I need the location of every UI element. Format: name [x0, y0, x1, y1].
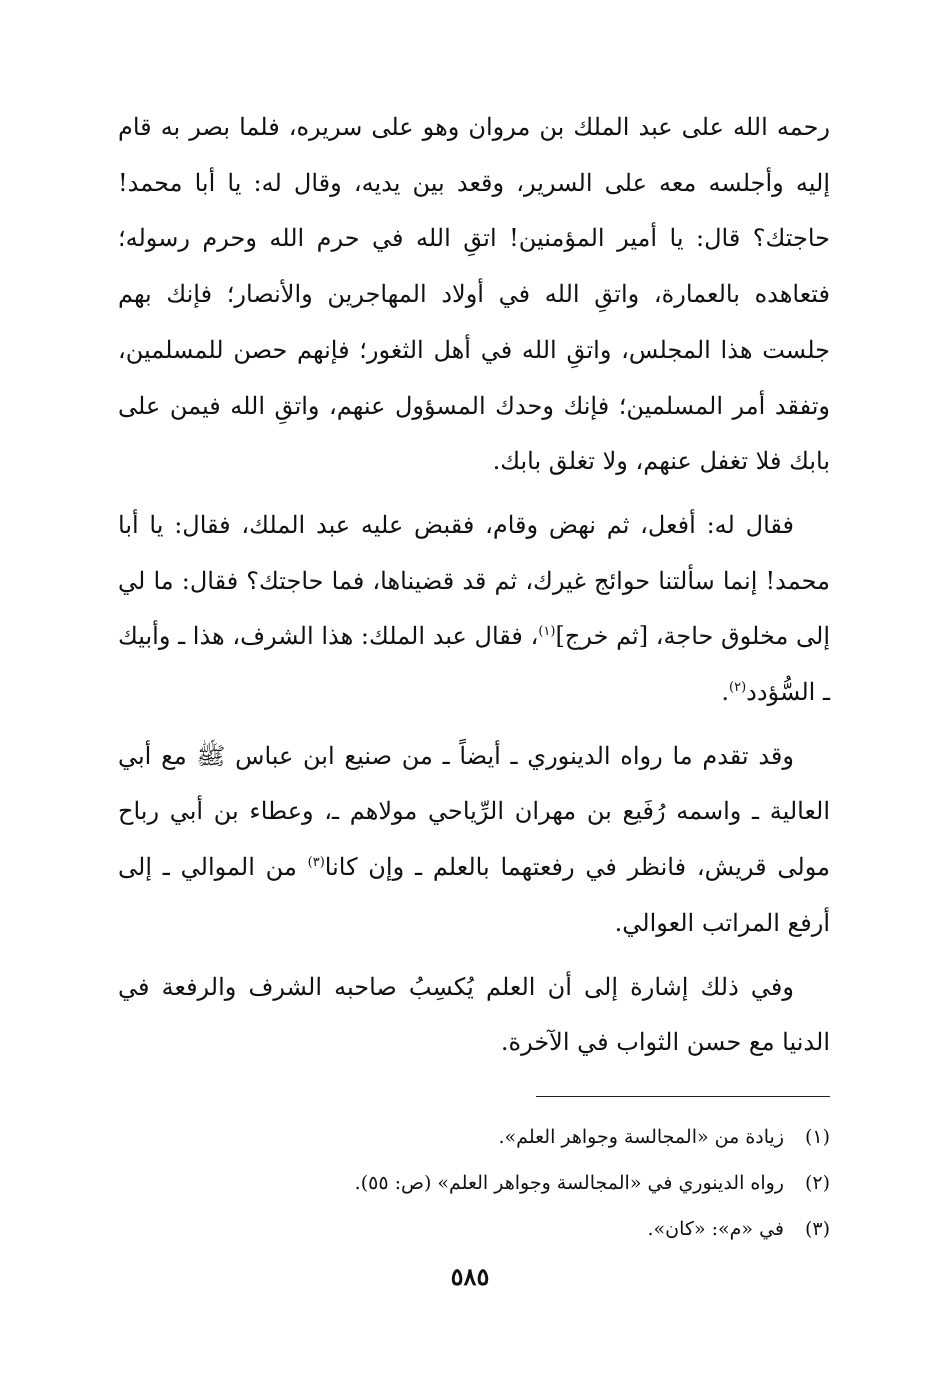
footnote-ref-1: (١): [538, 624, 556, 640]
page-number: ٥٨٥: [450, 1262, 490, 1291]
paragraph-2: [118, 498, 830, 721]
footnote-text: في «م»: «كان».: [647, 1218, 784, 1240]
footnote-3: [118, 1206, 830, 1252]
footnote-number: (٢): [804, 1172, 830, 1194]
page-body: [118, 100, 830, 1079]
footnote-divider: [536, 1096, 830, 1097]
paragraph-3-part-b: من الموالي ـ إلى أرفع المراتب العوالي.: [118, 853, 830, 937]
footnote-text: زيادة من «المجالسة وجواهر العلم».: [498, 1126, 784, 1148]
paragraph-3: [118, 729, 830, 952]
footnote-ref-3: (٣): [307, 855, 325, 871]
footnote-ref-2: (٢): [729, 680, 747, 696]
paragraph-1: رحمه الله على عبد الملك بن مروان وهو على سريره، فلما بصر به قام إليه وأجلسه معه على السرير، وقعد بين يديه، وقال له: يا أبا محمد! حاجتك؟ قال: يا أمير المؤمنين! اتقِ الله في حرم الله وحرم رسوله؛ فتعاهده بالعمارة، واتقِ الله في أولاد المهاجرين والأنصار؛ فإنك بهم جلست هذا المجلس، واتقِ الله في أهل الثغور؛ فإنهم حصن للمسلمين، وتفقد أمر المسلمين؛ فإنك وحدك المسؤول عنهم، واتقِ الله فيمن على بابك فلا تغفل عنهم، ولا تغلق بابك.: [118, 113, 831, 476]
footnote-number: (١): [804, 1126, 830, 1148]
paragraph-2-part-b: ، فقال عبد الملك: هذا الشرف، هذا ـ وأبيك ـ السُّؤدد: [118, 622, 830, 707]
paragraph-2-part-a: فقال له: أفعل، ثم نهض وقام، فقبض عليه عبد الملك، فقال: يا أبا محمد! إنما سألتنا حوائج غيرك، ثم قد قضيناها، فما حاجتك؟ فقال: ما لي إلى مخلوق حاجة، [ثم خرج]: [118, 510, 831, 651]
footnote-text: رواه الدينوري في «المجالسة وجواهر العلم» (ص: ٥٥).: [354, 1172, 784, 1194]
paragraph-4: وفي ذلك إشارة إلى أن العلم يُكسِبُ صاحبه الشرف والرفعة في الدنيا مع حسن الثواب في الآخرة.: [118, 972, 830, 1057]
main-text: [118, 100, 830, 1071]
footnote-number: (٣): [804, 1218, 830, 1240]
paragraph-2-part-c: .: [721, 678, 730, 707]
footnote-1: [118, 1114, 830, 1160]
footnote-2: [118, 1160, 830, 1206]
paragraph-3-part-a: وقد تقدم ما رواه الدينوري ـ أيضاً ـ من صنيع ابن عباس ﷺ مع أبي العالية ـ واسمه رُفَيع بن مهران الرِّياحي مولاهم ـ، وعطاء بن أبي رباح مولى قريش، فانظر في رفعتهما بالعلم ـ وإن كانا: [118, 741, 830, 882]
footnotes: [118, 1114, 830, 1252]
